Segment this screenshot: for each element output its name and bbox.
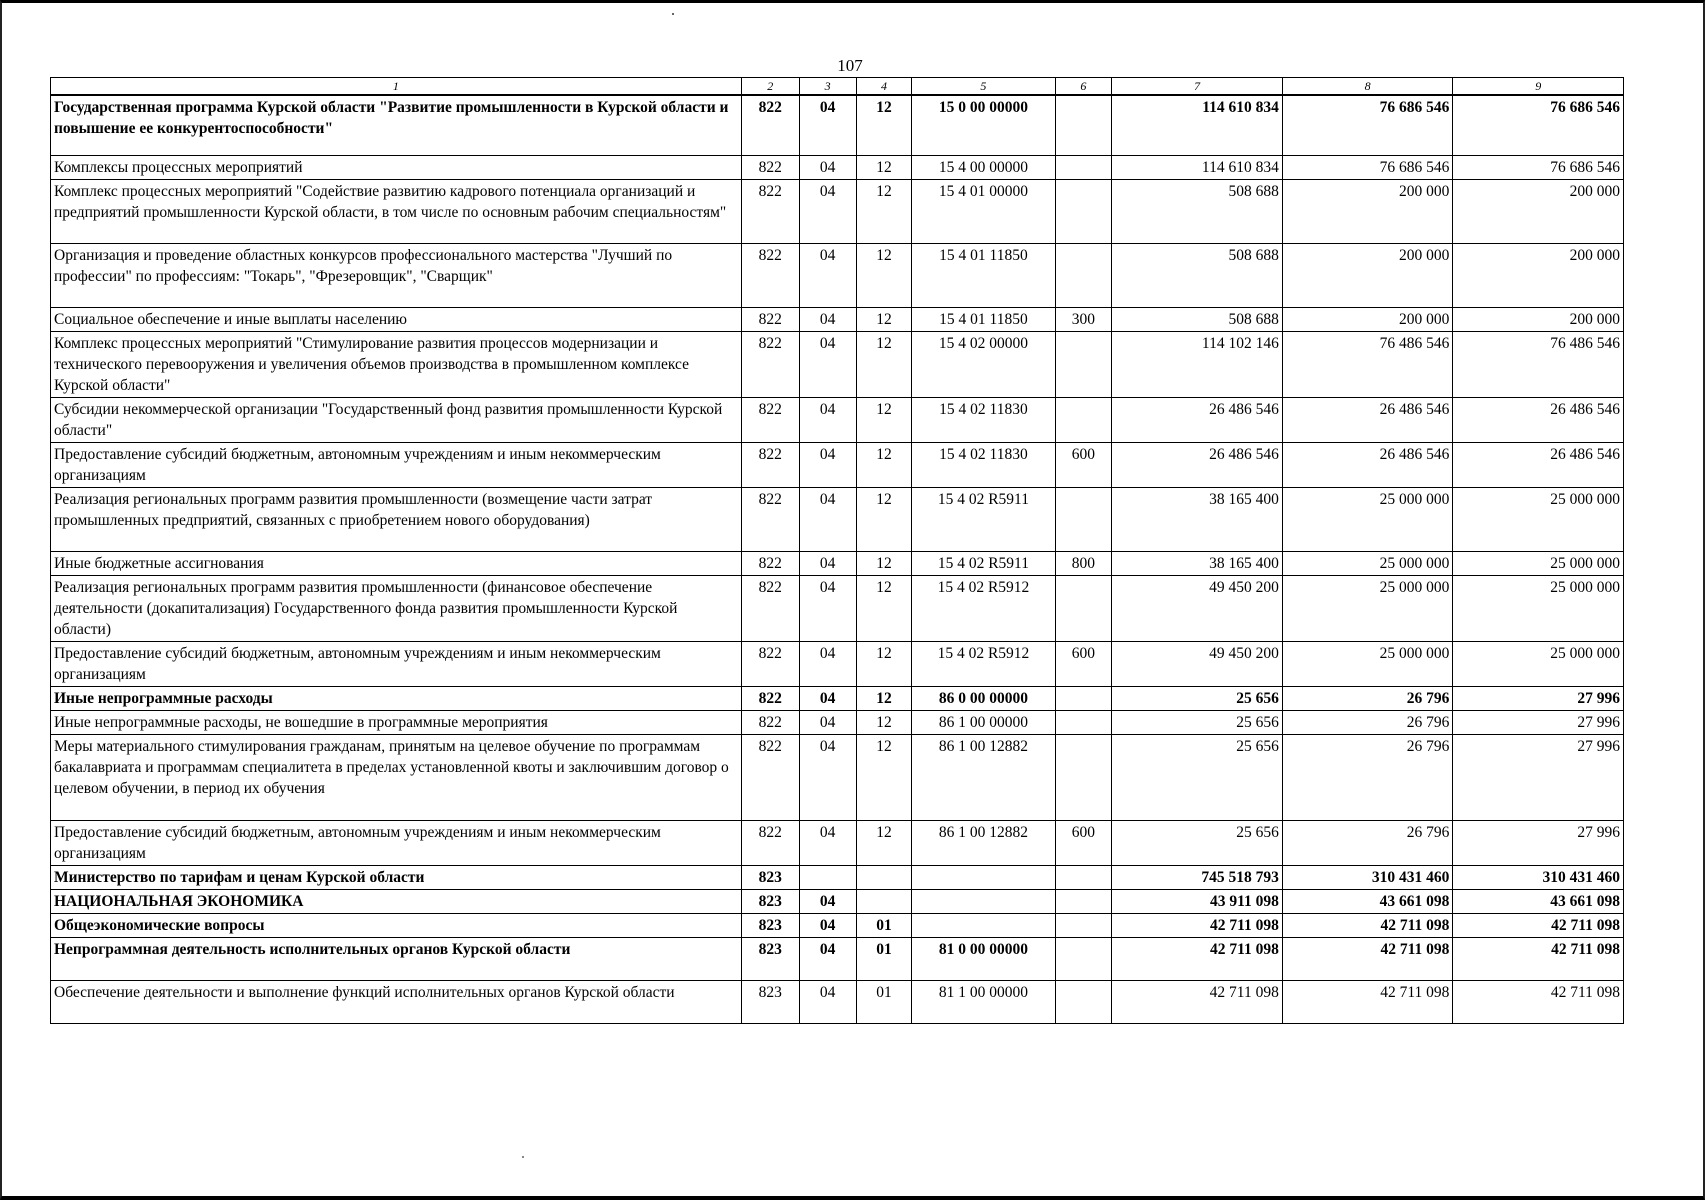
cell-grbs: 822 xyxy=(741,488,799,552)
cell-amount-year2: 26 796 xyxy=(1282,735,1453,821)
cell-expense-type xyxy=(1055,95,1112,156)
cell-target-article: 15 4 00 00000 xyxy=(912,156,1055,180)
table-row xyxy=(51,821,1624,866)
cell-amount-year2: 42 711 098 xyxy=(1282,938,1453,981)
cell-subsection xyxy=(856,890,912,914)
cell-section: 04 xyxy=(799,576,856,642)
row-name: Иные непрограммные расходы, не вошедшие в программные мероприятия xyxy=(51,711,742,735)
cell-section: 04 xyxy=(799,443,856,488)
row-name: Субсидии некоммерческой организации "Государственный фонд развития промышленности Курской области" xyxy=(51,398,742,443)
cell-amount-year1: 26 486 546 xyxy=(1112,443,1283,488)
cell-amount-year1: 25 656 xyxy=(1112,735,1283,821)
table-row xyxy=(51,914,1624,938)
cell-amount-year3: 76 686 546 xyxy=(1453,95,1624,156)
table-body xyxy=(51,95,1624,1024)
cell-amount-year2: 26 796 xyxy=(1282,711,1453,735)
cell-subsection xyxy=(856,866,912,890)
table-row xyxy=(51,180,1624,244)
cell-amount-year2: 26 796 xyxy=(1282,687,1453,711)
cell-amount-year3: 25 000 000 xyxy=(1453,642,1624,687)
row-name: Комплексы процессных мероприятий xyxy=(51,156,742,180)
cell-amount-year3: 26 486 546 xyxy=(1453,443,1624,488)
table-row xyxy=(51,890,1624,914)
cell-amount-year2: 26 486 546 xyxy=(1282,398,1453,443)
table-row xyxy=(51,552,1624,576)
cell-amount-year3: 25 000 000 xyxy=(1453,488,1624,552)
column-header: 3 xyxy=(799,78,856,96)
cell-amount-year3: 27 996 xyxy=(1453,711,1624,735)
cell-amount-year2: 76 486 546 xyxy=(1282,332,1453,398)
cell-grbs: 822 xyxy=(741,156,799,180)
cell-expense-type xyxy=(1055,890,1112,914)
cell-target-article: 15 4 02 R5912 xyxy=(912,642,1055,687)
cell-amount-year2: 25 000 000 xyxy=(1282,576,1453,642)
cell-amount-year1: 508 688 xyxy=(1112,180,1283,244)
cell-subsection: 12 xyxy=(856,735,912,821)
cell-expense-type xyxy=(1055,398,1112,443)
cell-target-article: 15 4 02 R5911 xyxy=(912,552,1055,576)
column-header: 1 xyxy=(51,78,742,96)
table-row xyxy=(51,642,1624,687)
row-name: Министерство по тарифам и ценам Курской области xyxy=(51,866,742,890)
cell-section: 04 xyxy=(799,398,856,443)
cell-section xyxy=(799,866,856,890)
cell-grbs: 822 xyxy=(741,821,799,866)
cell-subsection: 12 xyxy=(856,711,912,735)
cell-grbs: 822 xyxy=(741,443,799,488)
cell-expense-type: 800 xyxy=(1055,552,1112,576)
cell-section: 04 xyxy=(799,332,856,398)
row-name: Предоставление субсидий бюджетным, автономным учреждениям и иным некоммерческим организациям xyxy=(51,443,742,488)
cell-grbs: 822 xyxy=(741,398,799,443)
cell-target-article xyxy=(912,890,1055,914)
row-name: Общеэкономические вопросы xyxy=(51,914,742,938)
cell-section: 04 xyxy=(799,308,856,332)
column-header: 6 xyxy=(1055,78,1112,96)
table-row xyxy=(51,866,1624,890)
cell-subsection: 01 xyxy=(856,938,912,981)
cell-section: 04 xyxy=(799,687,856,711)
column-number-row xyxy=(51,78,1624,96)
cell-amount-year1: 745 518 793 xyxy=(1112,866,1283,890)
cell-target-article: 15 4 01 00000 xyxy=(912,180,1055,244)
cell-subsection: 01 xyxy=(856,981,912,1024)
cell-grbs: 823 xyxy=(741,981,799,1024)
scan-speck xyxy=(672,13,674,15)
table-row xyxy=(51,156,1624,180)
cell-subsection: 12 xyxy=(856,443,912,488)
cell-amount-year2: 42 711 098 xyxy=(1282,981,1453,1024)
cell-target-article: 86 1 00 00000 xyxy=(912,711,1055,735)
cell-amount-year3: 42 711 098 xyxy=(1453,938,1624,981)
cell-amount-year1: 38 165 400 xyxy=(1112,488,1283,552)
cell-grbs: 822 xyxy=(741,95,799,156)
row-name: Государственная программа Курской области "Развитие промышленности в Курской области и повышение ее конкурентоспособности" xyxy=(51,95,742,156)
cell-section: 04 xyxy=(799,552,856,576)
cell-amount-year2: 26 486 546 xyxy=(1282,443,1453,488)
table-row xyxy=(51,443,1624,488)
cell-section: 04 xyxy=(799,938,856,981)
cell-section: 04 xyxy=(799,244,856,308)
cell-expense-type xyxy=(1055,180,1112,244)
row-name: Предоставление субсидий бюджетным, автономным учреждениям и иным некоммерческим организациям xyxy=(51,821,742,866)
cell-subsection: 12 xyxy=(856,687,912,711)
cell-expense-type: 600 xyxy=(1055,443,1112,488)
row-name: Комплекс процессных мероприятий "Стимулирование развития процессов модернизации и технического перевооружения и увеличения объемов производства в промышленном комплексе Курской области" xyxy=(51,332,742,398)
column-header: 2 xyxy=(741,78,799,96)
cell-subsection: 12 xyxy=(856,576,912,642)
column-header: 9 xyxy=(1453,78,1624,96)
cell-subsection: 01 xyxy=(856,914,912,938)
cell-amount-year1: 26 486 546 xyxy=(1112,398,1283,443)
cell-grbs: 822 xyxy=(741,711,799,735)
cell-target-article: 15 4 02 R5912 xyxy=(912,576,1055,642)
cell-subsection: 12 xyxy=(856,332,912,398)
column-header: 7 xyxy=(1112,78,1283,96)
cell-grbs: 822 xyxy=(741,576,799,642)
cell-expense-type xyxy=(1055,488,1112,552)
cell-amount-year2: 200 000 xyxy=(1282,308,1453,332)
row-name: Непрограммная деятельность исполнительных органов Курской области xyxy=(51,938,742,981)
cell-grbs: 823 xyxy=(741,866,799,890)
cell-section: 04 xyxy=(799,642,856,687)
column-header: 4 xyxy=(856,78,912,96)
cell-amount-year1: 25 656 xyxy=(1112,821,1283,866)
cell-section: 04 xyxy=(799,156,856,180)
scan-speck xyxy=(522,1156,524,1158)
cell-grbs: 822 xyxy=(741,687,799,711)
table-row xyxy=(51,332,1624,398)
cell-grbs: 822 xyxy=(741,552,799,576)
cell-target-article: 86 1 00 12882 xyxy=(912,821,1055,866)
row-name: Социальное обеспечение и иные выплаты населению xyxy=(51,308,742,332)
cell-grbs: 822 xyxy=(741,308,799,332)
cell-target-article: 15 4 02 11830 xyxy=(912,398,1055,443)
cell-amount-year1: 42 711 098 xyxy=(1112,981,1283,1024)
cell-amount-year3: 26 486 546 xyxy=(1453,398,1624,443)
cell-expense-type xyxy=(1055,866,1112,890)
row-name: Иные непрограммные расходы xyxy=(51,687,742,711)
row-name: Предоставление субсидий бюджетным, автономным учреждениям и иным некоммерческим организациям xyxy=(51,642,742,687)
cell-expense-type xyxy=(1055,914,1112,938)
cell-grbs: 823 xyxy=(741,938,799,981)
cell-grbs: 822 xyxy=(741,244,799,308)
table-row xyxy=(51,687,1624,711)
cell-amount-year2: 200 000 xyxy=(1282,180,1453,244)
cell-amount-year2: 200 000 xyxy=(1282,244,1453,308)
cell-amount-year1: 508 688 xyxy=(1112,244,1283,308)
cell-target-article xyxy=(912,914,1055,938)
column-header: 5 xyxy=(912,78,1055,96)
cell-target-article: 15 4 02 00000 xyxy=(912,332,1055,398)
cell-grbs: 822 xyxy=(741,332,799,398)
cell-target-article xyxy=(912,866,1055,890)
cell-amount-year3: 200 000 xyxy=(1453,244,1624,308)
page-number: 107 xyxy=(837,56,863,75)
cell-amount-year3: 42 711 098 xyxy=(1453,981,1624,1024)
cell-amount-year2: 25 000 000 xyxy=(1282,642,1453,687)
cell-grbs: 823 xyxy=(741,914,799,938)
cell-subsection: 12 xyxy=(856,244,912,308)
cell-amount-year1: 38 165 400 xyxy=(1112,552,1283,576)
cell-amount-year1: 508 688 xyxy=(1112,308,1283,332)
cell-amount-year3: 200 000 xyxy=(1453,308,1624,332)
cell-amount-year3: 42 711 098 xyxy=(1453,914,1624,938)
cell-expense-type xyxy=(1055,332,1112,398)
cell-amount-year2: 76 686 546 xyxy=(1282,156,1453,180)
cell-amount-year3: 27 996 xyxy=(1453,687,1624,711)
cell-amount-year1: 25 656 xyxy=(1112,711,1283,735)
cell-grbs: 822 xyxy=(741,642,799,687)
cell-amount-year3: 76 686 546 xyxy=(1453,156,1624,180)
cell-amount-year3: 200 000 xyxy=(1453,180,1624,244)
cell-expense-type xyxy=(1055,735,1112,821)
cell-section: 04 xyxy=(799,488,856,552)
row-name: Комплекс процессных мероприятий "Содействие развитию кадрового потенциала организаций и предприятий промышленности Курской области, в том числе по основным рабочим специальностям" xyxy=(51,180,742,244)
cell-amount-year3: 310 431 460 xyxy=(1453,866,1624,890)
cell-target-article: 86 0 00 00000 xyxy=(912,687,1055,711)
table-row xyxy=(51,711,1624,735)
cell-amount-year2: 43 661 098 xyxy=(1282,890,1453,914)
cell-subsection: 12 xyxy=(856,821,912,866)
cell-amount-year2: 42 711 098 xyxy=(1282,914,1453,938)
cell-amount-year1: 114 610 834 xyxy=(1112,95,1283,156)
cell-grbs: 822 xyxy=(741,735,799,821)
column-header: 8 xyxy=(1282,78,1453,96)
cell-expense-type: 600 xyxy=(1055,821,1112,866)
cell-target-article: 86 1 00 12882 xyxy=(912,735,1055,821)
cell-grbs: 823 xyxy=(741,890,799,914)
cell-target-article: 15 4 02 R5911 xyxy=(912,488,1055,552)
row-name: Иные бюджетные ассигнования xyxy=(51,552,742,576)
cell-subsection: 12 xyxy=(856,552,912,576)
cell-section: 04 xyxy=(799,735,856,821)
cell-amount-year1: 42 711 098 xyxy=(1112,914,1283,938)
table-row xyxy=(51,735,1624,821)
table-row xyxy=(51,576,1624,642)
cell-subsection: 12 xyxy=(856,156,912,180)
cell-section: 04 xyxy=(799,981,856,1024)
cell-target-article: 15 4 01 11850 xyxy=(912,308,1055,332)
cell-expense-type xyxy=(1055,687,1112,711)
cell-amount-year1: 49 450 200 xyxy=(1112,642,1283,687)
cell-expense-type xyxy=(1055,156,1112,180)
row-name: Обеспечение деятельности и выполнение функций исполнительных органов Курской области xyxy=(51,981,742,1024)
cell-expense-type xyxy=(1055,711,1112,735)
row-name: Меры материального стимулирования гражданам, принятым на целевое обучение по программам бакалавриата и программам специалитета в пределах установленной квоты и заключившим договор о целевом обучении, в период их обучения xyxy=(51,735,742,821)
cell-section: 04 xyxy=(799,914,856,938)
cell-amount-year1: 114 610 834 xyxy=(1112,156,1283,180)
cell-subsection: 12 xyxy=(856,398,912,443)
cell-amount-year1: 25 656 xyxy=(1112,687,1283,711)
cell-amount-year3: 27 996 xyxy=(1453,821,1624,866)
cell-section: 04 xyxy=(799,180,856,244)
table-row xyxy=(51,244,1624,308)
cell-expense-type xyxy=(1055,576,1112,642)
row-name: Реализация региональных программ развития промышленности (возмещение части затрат промышленных предприятий, связанных с приобретением нового оборудования) xyxy=(51,488,742,552)
table-row xyxy=(51,488,1624,552)
cell-amount-year3: 76 486 546 xyxy=(1453,332,1624,398)
cell-subsection: 12 xyxy=(856,308,912,332)
cell-expense-type: 600 xyxy=(1055,642,1112,687)
cell-amount-year3: 25 000 000 xyxy=(1453,552,1624,576)
cell-amount-year2: 25 000 000 xyxy=(1282,488,1453,552)
cell-amount-year2: 25 000 000 xyxy=(1282,552,1453,576)
cell-amount-year3: 43 661 098 xyxy=(1453,890,1624,914)
row-name: Реализация региональных программ развития промышленности (финансовое обеспечение деятельности (докапитализация) Государственного фонда развития промышленности Курской области) xyxy=(51,576,742,642)
cell-amount-year2: 76 686 546 xyxy=(1282,95,1453,156)
cell-target-article: 15 4 02 11830 xyxy=(912,443,1055,488)
cell-section: 04 xyxy=(799,890,856,914)
cell-section: 04 xyxy=(799,95,856,156)
cell-section: 04 xyxy=(799,821,856,866)
cell-amount-year2: 310 431 460 xyxy=(1282,866,1453,890)
row-name: Организация и проведение областных конкурсов профессионального мастерства "Лучший по профессии" по профессиям: "Токарь", "Фрезеровщик", "Сварщик" xyxy=(51,244,742,308)
cell-amount-year1: 43 911 098 xyxy=(1112,890,1283,914)
cell-subsection: 12 xyxy=(856,180,912,244)
cell-amount-year3: 27 996 xyxy=(1453,735,1624,821)
cell-expense-type xyxy=(1055,244,1112,308)
budget-table xyxy=(50,77,1624,1024)
table-row xyxy=(51,981,1624,1024)
cell-expense-type: 300 xyxy=(1055,308,1112,332)
cell-subsection: 12 xyxy=(856,95,912,156)
cell-expense-type xyxy=(1055,981,1112,1024)
cell-target-article: 81 1 00 00000 xyxy=(912,981,1055,1024)
cell-amount-year1: 49 450 200 xyxy=(1112,576,1283,642)
cell-amount-year2: 26 796 xyxy=(1282,821,1453,866)
cell-subsection: 12 xyxy=(856,642,912,687)
cell-subsection: 12 xyxy=(856,488,912,552)
cell-target-article: 81 0 00 00000 xyxy=(912,938,1055,981)
table-row xyxy=(51,398,1624,443)
cell-grbs: 822 xyxy=(741,180,799,244)
cell-target-article: 15 0 00 00000 xyxy=(912,95,1055,156)
cell-amount-year3: 25 000 000 xyxy=(1453,576,1624,642)
cell-amount-year1: 114 102 146 xyxy=(1112,332,1283,398)
cell-target-article: 15 4 01 11850 xyxy=(912,244,1055,308)
cell-expense-type xyxy=(1055,938,1112,981)
cell-amount-year1: 42 711 098 xyxy=(1112,938,1283,981)
row-name: НАЦИОНАЛЬНАЯ ЭКОНОМИКА xyxy=(51,890,742,914)
table-row xyxy=(51,938,1624,981)
cell-section: 04 xyxy=(799,711,856,735)
table-row xyxy=(51,308,1624,332)
table-row xyxy=(51,95,1624,156)
